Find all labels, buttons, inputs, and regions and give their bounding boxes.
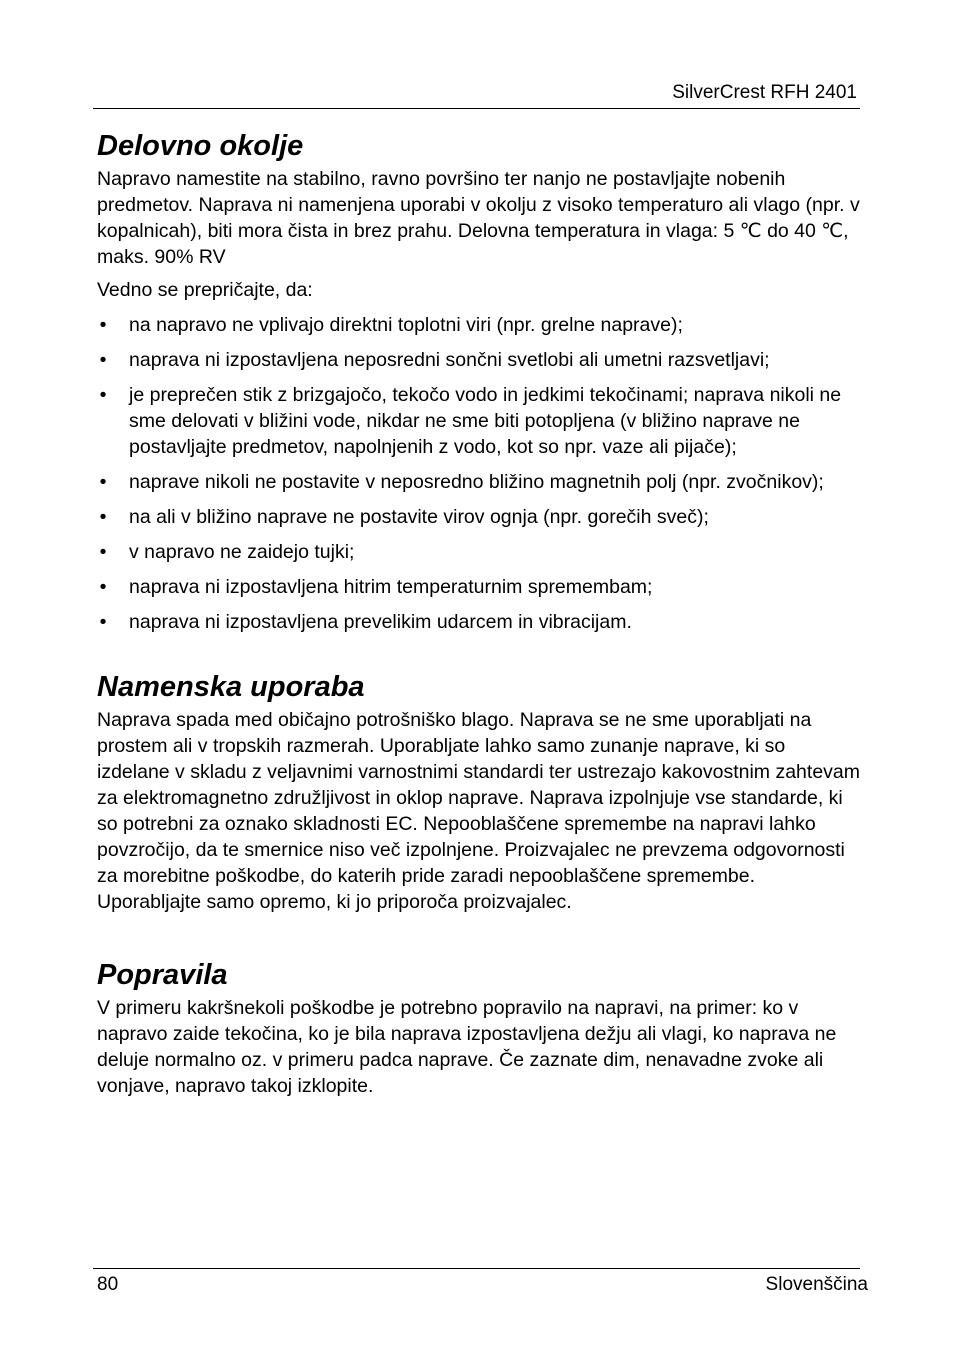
page-header-product: SilverCrest RFH 2401 (672, 82, 857, 103)
bullet-icon: • (99, 349, 107, 371)
bullet-icon: • (99, 384, 107, 406)
footer-language: Slovenščina (765, 1274, 868, 1295)
environment-paragraph: Napravo namestite na stabilno, ravno površino ter nanjo ne postavljajte nobenih predmetov. Naprava ni namenjena uporabi v okolju z visoko temperaturo ali vlago (npr. v kopalnicah), biti mora čista in brez prahu. Delovna temperatura in vlaga: 5 ℃ do 40 ℃, maks. 90% RV (97, 168, 860, 268)
list-item (97, 382, 862, 460)
list-item-text: naprave nikoli ne postavite v neposredno bližino magnetnih polj (npr. zvočnikov); (129, 471, 824, 493)
page-content (97, 126, 862, 1099)
footer-rule (93, 1268, 860, 1269)
bullet-icon: • (99, 576, 107, 598)
section-environment (97, 126, 862, 635)
list-item (97, 347, 862, 373)
list-item (97, 609, 862, 635)
environment-intro: Vedno se prepričajte, da: (97, 279, 313, 301)
header-rule (93, 108, 860, 109)
bullet-icon: • (99, 541, 107, 563)
section-repairs (97, 955, 862, 1099)
list-item-text: naprava ni izpostavljena prevelikim udarcem in vibracijam. (129, 611, 632, 633)
list-item-text: na napravo ne vplivajo direktni toplotni viri (npr. grelne naprave); (129, 314, 683, 336)
intended-use-paragraph: Naprava spada med običajno potrošniško blago. Naprava se ne sme uporabljati na prostem ali v tropskih razmerah. Uporabljate lahko samo zunanje naprave, ki so izdelane v skladu z veljavnimi varnostnimi standardi ter ustrezajo kakovostnim zahtevam za elektromagnetno združljivost in oklop naprave. Naprava izpolnjuje vse standarde, ki so potrebni za oznako skladnosti EC. Nepooblaščene spremembe na napravi lahko povzročijo, da te smernice niso več izpolnjene. Proizvajalec ne prevzema odgovornosti za morebitne poškodbe, do katerih pride zaradi nepooblaščene spremembe. Uporabljajte samo opremo, ki jo priporoča proizvajalec. (97, 709, 861, 913)
bullet-icon: • (99, 314, 107, 336)
list-item-text: v napravo ne zaidejo tujki; (129, 541, 355, 563)
page-number: 80 (97, 1274, 119, 1295)
bullet-icon: • (99, 471, 107, 493)
list-item-text: je preprečen stik z brizgajočo, tekočo vodo in jedkimi tekočinami; naprava nikoli ne sme delovati v bližini vode, nikdar ne sme biti potopljena (v bližino naprave ne postavljajte predmetov, napolnjenih z vodo, kot so npr. vaze ali pijače); (129, 384, 842, 458)
list-item-text: naprava ni izpostavljena hitrim temperaturnim spremembam; (129, 576, 653, 598)
list-item-text: naprava ni izpostavljena neposredni sončni svetlobi ali umetni razsvetljavi; (129, 349, 770, 371)
list-item (97, 539, 862, 565)
bullet-icon: • (99, 506, 107, 528)
list-item-text: na ali v bližino naprave ne postavite virov ognja (npr. gorečih sveč); (129, 506, 709, 528)
bullet-icon: • (99, 611, 107, 633)
list-item (97, 574, 862, 600)
list-item (97, 504, 862, 530)
list-item (97, 312, 862, 338)
section-intended-use (97, 667, 862, 915)
repairs-paragraph: V primeru kakršnekoli poškodbe je potrebno popravilo na napravi, na primer: ko v napravo zaide tekočina, ko je bila naprava izpostavljena dežju ali vlagi, ko naprava ne deluje normalno oz. v primeru padca naprave. Če zaznate dim, nenavadne zvoke ali vonjave, napravo takoj izklopite. (97, 997, 837, 1097)
section-title-repairs: Popravila (97, 959, 228, 991)
list-item (97, 469, 862, 495)
environment-list (97, 312, 862, 635)
section-title-intended-use: Namenska uporaba (97, 671, 365, 703)
section-title-environment: Delovno okolje (97, 130, 304, 162)
